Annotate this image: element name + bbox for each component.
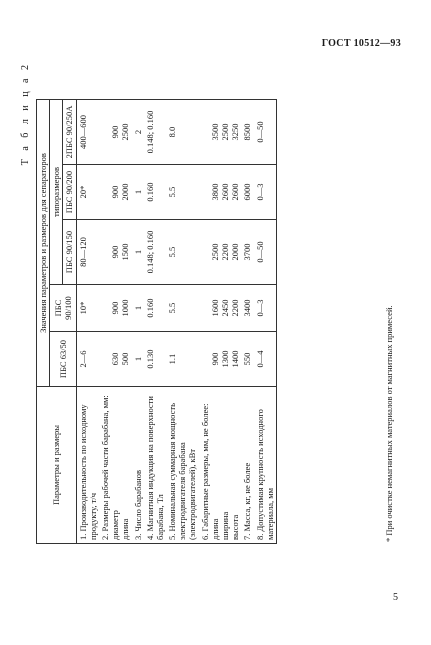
- value-cell: [144, 100, 166, 165]
- value-text: 3250: [230, 123, 241, 141]
- value-text: 1: [132, 249, 143, 255]
- col-header: ПБС 90/200: [63, 165, 76, 220]
- param-label: 2. Размеры рабочей части барабана, мм:: [99, 395, 110, 540]
- value-cell: [76, 100, 99, 165]
- value-cell: [166, 165, 199, 220]
- value-text: 630: [110, 352, 121, 366]
- value-cell: [166, 220, 199, 285]
- value-cell: [166, 100, 199, 165]
- param-sub-label: длина: [120, 518, 131, 540]
- value-text: 2: [132, 129, 143, 135]
- value-text: 6000: [242, 183, 253, 201]
- value-text: 1300: [220, 350, 230, 368]
- value-text: 900: [209, 352, 220, 366]
- value-text: 2450: [220, 299, 230, 317]
- value-cell: [241, 100, 253, 165]
- value-text: 0—50: [254, 241, 265, 263]
- value-text: 2600: [230, 183, 241, 201]
- table-label: Т а б л и ц а 2: [20, 62, 31, 166]
- table-row: [144, 100, 166, 544]
- value-text: 0—3: [254, 299, 265, 317]
- footnote: * При очистке немагнитных материалов от магнитных примесей.: [384, 305, 394, 542]
- value-text: 2—6: [77, 350, 88, 368]
- param-sub-label: ширина: [220, 511, 230, 540]
- value-text: 900: [110, 185, 121, 199]
- value-cell: [199, 332, 242, 387]
- value-cell: [144, 332, 166, 387]
- value-cell: [241, 165, 253, 220]
- value-text: 1600: [209, 299, 220, 317]
- value-text: 0—4: [254, 350, 265, 368]
- value-text: 0.148; 0.160: [144, 110, 155, 154]
- value-text: 2200: [220, 243, 230, 261]
- param-cell: [132, 387, 144, 544]
- value-text: 1500: [120, 243, 131, 261]
- col-header: ПБС 63/50: [50, 332, 76, 387]
- value-text: 2500: [220, 123, 230, 141]
- value-text: 5.5: [167, 302, 178, 314]
- value-text: 2000: [230, 243, 241, 261]
- value-text: 5.5: [167, 246, 178, 258]
- value-text: 20*: [77, 185, 88, 199]
- param-sub-label: высота: [230, 514, 241, 540]
- param-label: 5. Номинальная суммарная мощность электродвигателя барабана (электродвигателей), кВт: [167, 403, 198, 540]
- table-row: [76, 100, 99, 544]
- value-text: 8.0: [167, 126, 178, 138]
- value-text: 0.148; 0.160: [144, 230, 155, 274]
- value-text: 1.1: [167, 353, 178, 365]
- value-text: 900: [110, 125, 121, 139]
- param-cell: [144, 387, 166, 544]
- value-text: 10*: [77, 301, 88, 315]
- value-text: 3400: [242, 299, 253, 317]
- value-text: 80—120: [77, 237, 88, 267]
- value-cell: [254, 165, 277, 220]
- value-cell: [241, 220, 253, 285]
- col-header: 2ПБС 90/250А: [63, 100, 76, 165]
- value-cell: [76, 332, 99, 387]
- value-cell: [99, 100, 132, 165]
- value-text: 8500: [242, 123, 253, 141]
- value-cell: [132, 100, 144, 165]
- value-cell: [76, 285, 99, 332]
- value-text: 550: [242, 352, 253, 366]
- group-header: Значения параметров и размеров для сепараторов: [37, 100, 50, 387]
- table-row: [241, 100, 253, 544]
- value-cell: [199, 220, 242, 285]
- value-cell: [99, 220, 132, 285]
- value-cell: [144, 285, 166, 332]
- value-cell: [99, 165, 132, 220]
- value-cell: [144, 165, 166, 220]
- param-label: 1. Производительность по исходному продукту, т/ч: [77, 404, 98, 540]
- value-text: 3700: [242, 243, 253, 261]
- param-cell: [166, 387, 199, 544]
- value-text: 900: [110, 301, 121, 315]
- value-cell: [144, 220, 166, 285]
- value-cell: [241, 285, 253, 332]
- value-text: 1: [132, 356, 143, 362]
- value-text: 0.160: [144, 298, 155, 318]
- value-cell: [76, 220, 99, 285]
- value-cell: [199, 285, 242, 332]
- value-cell: [166, 285, 199, 332]
- value-text: 0.130: [144, 349, 155, 369]
- value-cell: [99, 332, 132, 387]
- col-header: ПБС 90/150: [63, 220, 76, 285]
- table-row: [166, 100, 199, 544]
- param-cell: [99, 387, 132, 544]
- value-text: 5.5: [167, 186, 178, 198]
- param-sub-label: диаметр: [110, 510, 121, 540]
- value-text: 2600: [220, 183, 230, 201]
- value-cell: [254, 220, 277, 285]
- value-cell: [132, 332, 144, 387]
- param-header: Параметры и размеры: [37, 387, 77, 544]
- value-cell: [132, 165, 144, 220]
- parameters-table: [36, 99, 277, 544]
- param-cell: [199, 387, 242, 544]
- value-text: 500: [120, 352, 131, 366]
- value-cell: [132, 285, 144, 332]
- value-text: 400—600: [77, 115, 88, 149]
- value-cell: [199, 165, 242, 220]
- param-label: 6. Габаритные размеры, мм, не более:: [199, 403, 210, 540]
- table-row: [254, 100, 277, 544]
- subgroup-header: типоразмеров: [50, 100, 63, 285]
- value-text: 0—3: [254, 183, 265, 201]
- param-label: 7. Масса, кг, не более: [242, 462, 253, 540]
- value-cell: [132, 220, 144, 285]
- value-cell: [76, 165, 99, 220]
- table-row: [199, 100, 242, 544]
- value-text: 2200: [230, 299, 241, 317]
- table-row: [132, 100, 144, 544]
- value-text: 1000: [120, 299, 131, 317]
- value-text: 2500: [209, 243, 220, 261]
- param-cell: [76, 387, 99, 544]
- value-cell: [241, 332, 253, 387]
- value-cell: [199, 100, 242, 165]
- param-cell: [254, 387, 277, 544]
- value-text: 0.160: [144, 182, 155, 202]
- value-cell: [99, 285, 132, 332]
- value-cell: [254, 100, 277, 165]
- value-text: 3800: [209, 183, 220, 201]
- rotated-table-block: [18, 54, 398, 574]
- value-cell: [166, 332, 199, 387]
- param-sub-label: длина: [209, 518, 220, 540]
- page-number: 5: [393, 592, 398, 603]
- value-cell: [254, 285, 277, 332]
- table-body: [76, 100, 276, 544]
- standard-code: ГОСТ 10512—93: [321, 38, 401, 49]
- col-header: ПБС 90/100: [50, 285, 76, 332]
- value-text: 0—50: [254, 121, 265, 143]
- value-text: 2500: [120, 123, 131, 141]
- table-row: [99, 100, 132, 544]
- value-text: 1400: [230, 350, 241, 368]
- param-cell: [241, 387, 253, 544]
- param-label: 4. Магнитная индукция на поверхности барабана, Тл: [144, 396, 165, 540]
- value-text: 1: [132, 189, 143, 195]
- value-text: 1: [132, 305, 143, 311]
- value-text: 3500: [209, 123, 220, 141]
- param-label: 3. Число барабанов: [132, 470, 143, 540]
- param-label: 8. Допустимая крупность исходного материала, мм: [254, 409, 275, 540]
- value-text: 900: [110, 245, 121, 259]
- value-cell: [254, 332, 277, 387]
- value-text: 2000: [120, 183, 131, 201]
